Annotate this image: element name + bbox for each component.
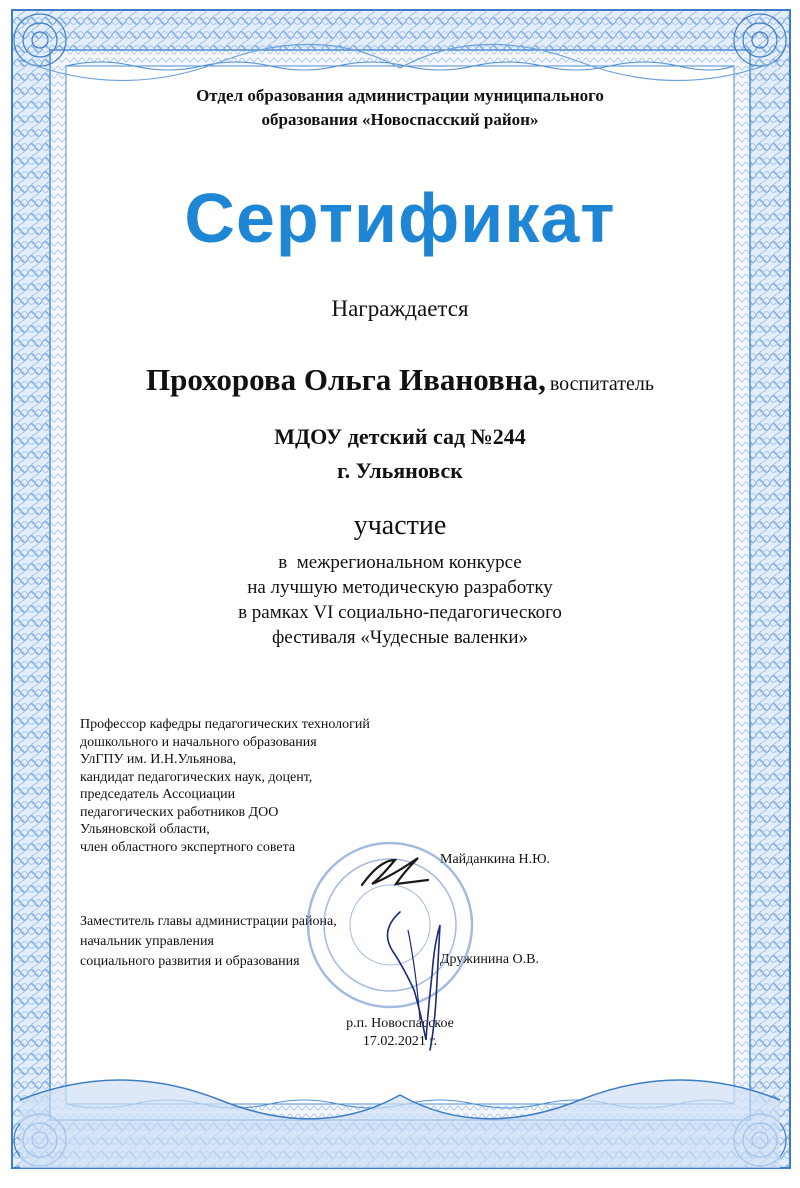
- signatory-1-line: кандидат педагогических наук, доцент,: [80, 769, 313, 785]
- issue-place: р.п. Новоспасское: [346, 1016, 454, 1031]
- org-name: МДОУ детский сад №244: [274, 424, 526, 449]
- issuer-line-1: Отдел образования администрации муниципального: [196, 86, 604, 105]
- org-city: г. Ульяновск: [337, 458, 463, 483]
- signatory-2-name: Дружинина О.В.: [440, 952, 539, 967]
- signatory-1-line: Ульяновской области,: [80, 822, 210, 837]
- signatory-1-line: педагогических работников ДОО: [80, 804, 279, 820]
- awarded-label: Награждается: [331, 296, 469, 321]
- signatory-1-title: [80, 716, 410, 856]
- issuer-header: [100, 84, 700, 132]
- desc-line-2: на лучшую методическую разработку: [247, 577, 553, 598]
- signatory-2-title: [80, 912, 440, 972]
- recipient-position: воспитатель: [549, 373, 655, 395]
- signatory-1-line: председатель Ассоциации: [80, 787, 236, 802]
- recipient-organization: [100, 420, 700, 488]
- recipient-line: [60, 362, 740, 398]
- signatory-1-name: Майданкина Н.Ю.: [440, 852, 550, 867]
- desc-line-4: фестиваля «Чудесные валенки»: [272, 627, 528, 648]
- signatory-2-line: Заместитель главы администрации района,: [80, 914, 337, 929]
- issue-date: 17.02.2021 г.: [362, 1034, 438, 1049]
- certificate-title: Сертификат: [184, 179, 616, 257]
- contest-description: [100, 550, 700, 650]
- signatory-2-line: начальник управления: [80, 934, 214, 949]
- desc-line-1: в межрегиональном конкурсе: [278, 552, 522, 573]
- signatory-1-line: Профессор кафедры педагогических технологий: [80, 717, 370, 732]
- signatory-2-line: социального развития и образования: [80, 954, 300, 969]
- signatory-1-line: дошкольного и начального образования: [80, 734, 317, 750]
- participation-label: участие: [353, 510, 447, 541]
- place-and-date: [250, 1015, 550, 1051]
- desc-line-3: в рамках VI социально-педагогического: [238, 602, 562, 623]
- recipient-name: Прохорова Ольга Ивановна,: [145, 362, 546, 397]
- signatory-1-line: член областного экспертного совета: [80, 839, 296, 855]
- signatory-1-line: УлГПУ им. И.Н.Ульянова,: [80, 752, 237, 767]
- issuer-line-2: образования «Новоспасский район»: [261, 110, 539, 129]
